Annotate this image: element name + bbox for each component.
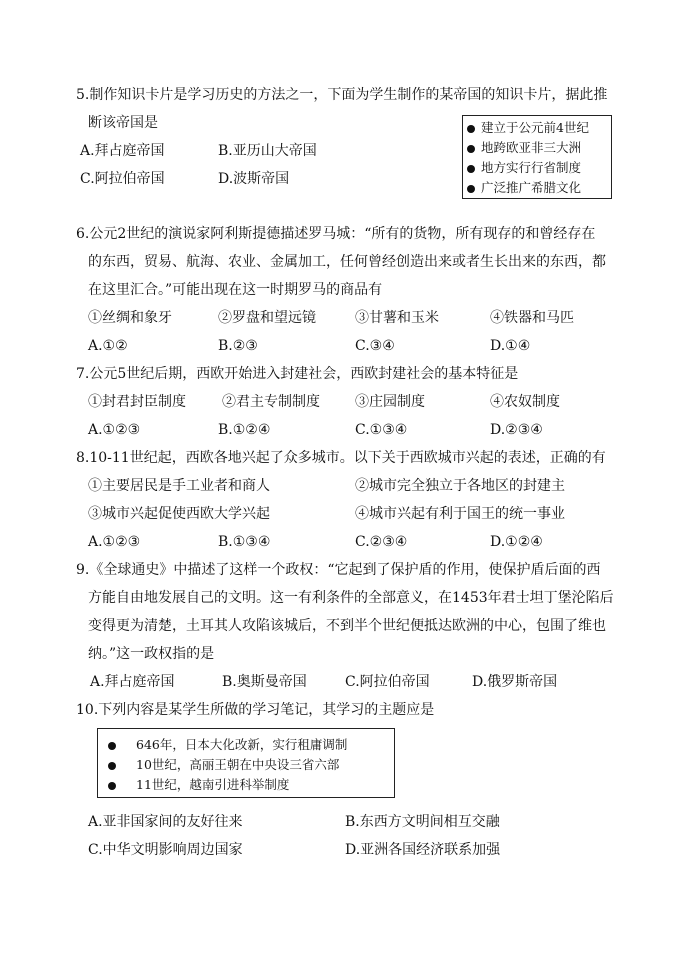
q8-choice-c: C.②③④: [355, 534, 408, 550]
q7-option-2: ②君主专制制度: [222, 394, 320, 410]
q7-choice-c: C.①③④: [355, 422, 408, 438]
q6-stem-line1: 6.公元2世纪的演说家阿利斯提德描述罗马城：“所有的货物，所有现存的和曾经存在: [76, 226, 596, 242]
q5-option-c: C.阿拉伯帝国: [80, 171, 165, 187]
q8-option-4: ④城市兴起有利于国王的统一事业: [355, 506, 565, 522]
q8-option-3: ③城市兴起促使西欧大学兴起: [88, 506, 270, 522]
q10-choice-c: C.中华文明影响周边国家: [88, 842, 243, 858]
bullet-icon: [108, 782, 116, 790]
q9-stem-line3: 变得更为清楚，土耳其人攻陷该城后，不到半个世纪便抵达欧洲的中心，包围了维也: [88, 618, 606, 634]
q7-option-4: ④农奴制度: [490, 394, 560, 410]
q7-stem: 7.公元5世纪后期，西欧开始进入封建社会，西欧封建社会的基本特征是: [76, 366, 519, 382]
q10-choice-d: D.亚洲各国经济联系加强: [345, 842, 501, 858]
q6-option-3: ③甘薯和玉米: [355, 310, 439, 326]
bullet-icon: [467, 185, 475, 193]
q10-choice-b: B.东西方文明间相互交融: [345, 814, 500, 830]
q6-choice-d: D.①④: [490, 338, 531, 354]
q7-choice-b: B.①②④: [218, 422, 271, 438]
q7-choice-a: A.①②③: [88, 422, 141, 438]
card-item: 建立于公元前4世纪: [467, 118, 607, 138]
q5-stem-line2: 断该帝国是: [88, 115, 158, 131]
q6-option-2: ②罗盘和望远镜: [218, 310, 316, 326]
q5-option-d: D.波斯帝国: [218, 171, 290, 187]
q7-option-3: ③庄园制度: [355, 394, 425, 410]
q7-choice-d: D.②③④: [490, 422, 543, 438]
note-item: 646年，日本大化改新，实行租庸调制: [108, 735, 394, 755]
q8-option-1: ①主要居民是手工业者和商人: [88, 478, 270, 494]
q5-option-b: B.亚历山大帝国: [218, 143, 317, 159]
bullet-icon: [467, 125, 475, 133]
card-item: 地方实行行省制度: [467, 158, 607, 178]
q9-stem-line4: 纳。”这一政权指的是: [88, 646, 215, 662]
card-item: 地跨欧亚非三大洲: [467, 138, 607, 158]
q9-stem-line1: 9.《全球通史》中描述了这样一个政权：“它起到了保护盾的作用，使保护盾后面的西: [76, 562, 601, 578]
q6-stem-line3: 在这里汇合。”可能出现在这一时期罗马的商品有: [88, 282, 383, 298]
q6-choice-b: B.②③: [218, 338, 258, 354]
study-notes-box: [97, 728, 395, 798]
q9-choice-b: B.奥斯曼帝国: [222, 674, 307, 690]
q8-option-2: ②城市完全独立于各地区的封建主: [355, 478, 565, 494]
q8-choice-d: D.①②④: [490, 534, 543, 550]
q6-option-1: ①丝绸和象牙: [88, 310, 172, 326]
q5-option-a: A.拜占庭帝国: [80, 143, 165, 159]
q10-choice-a: A.亚非国家间的友好往来: [88, 814, 243, 830]
q9-stem-line2: 方能自由地发展自己的文明。这一有利条件的全部意义，在1453年君士坦丁堡沦陷后: [88, 590, 614, 606]
q6-choice-c: C.③④: [355, 338, 395, 354]
q5-stem-line1: 5.制作知识卡片是学习历史的方法之一，下面为学生制作的某帝国的知识卡片，据此推: [76, 87, 608, 103]
q8-stem: 8.10-11世纪起，西欧各地兴起了众多城市。以下关于西欧城市兴起的表述，正确的有: [76, 450, 606, 466]
bullet-icon: [467, 165, 475, 173]
bullet-icon: [108, 762, 116, 770]
q6-stem-line2: 的东西，贸易、航海、农业、金属加工，任何曾经创造出来或者生长出来的东西，都: [88, 254, 606, 270]
q6-choice-a: A.①②: [88, 338, 128, 354]
knowledge-card: [462, 115, 612, 199]
q9-choice-c: C.阿拉伯帝国: [345, 674, 430, 690]
note-item: 10世纪，高丽王朝在中央设三省六部: [108, 755, 394, 775]
q7-option-1: ①封君封臣制度: [88, 394, 186, 410]
card-item: 广泛推广希腊文化: [467, 178, 607, 198]
note-item: 11世纪，越南引进科举制度: [108, 775, 394, 795]
q8-choice-a: A.①②③: [88, 534, 141, 550]
bullet-icon: [467, 145, 475, 153]
q10-stem: 10.下列内容是某学生所做的学习笔记，其学习的主题应是: [76, 702, 435, 718]
q9-choice-d: D.俄罗斯帝国: [472, 674, 558, 690]
q8-choice-b: B.①③④: [218, 534, 271, 550]
bullet-icon: [108, 742, 116, 750]
q9-choice-a: A.拜占庭帝国: [90, 674, 175, 690]
q6-option-4: ④铁器和马匹: [490, 310, 574, 326]
